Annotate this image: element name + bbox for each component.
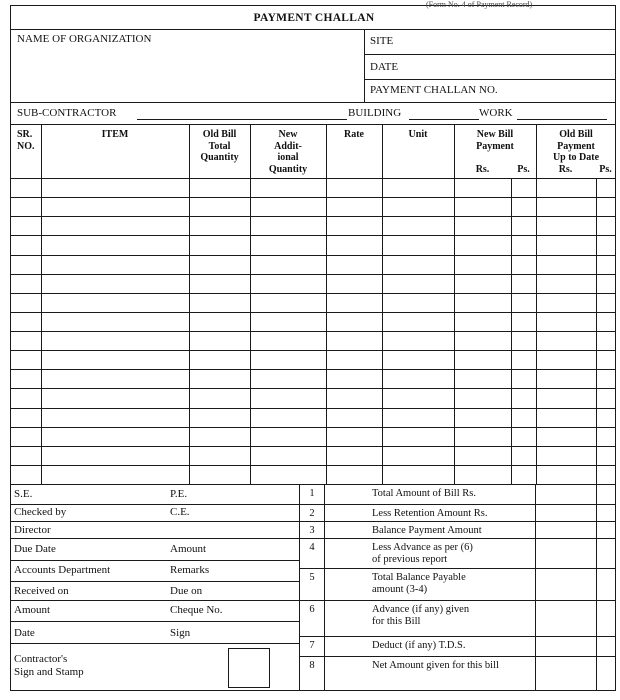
summary-label: Total Amount of Bill Rs.	[372, 488, 476, 499]
col-item: ITEM	[101, 129, 129, 140]
contractor-sign-label: Contractor's Sign and Stamp	[14, 653, 84, 678]
sign-label: Sign	[170, 627, 191, 639]
table-row-line	[11, 216, 615, 217]
table-row-line	[11, 427, 615, 428]
summary-number: 2	[309, 508, 315, 519]
summary-row-line	[299, 600, 615, 601]
summary-number: 7	[309, 640, 315, 651]
amount-label: Amount	[170, 543, 207, 555]
col-old-bill-ps: Ps.	[599, 164, 612, 175]
summary-label: Less Retention Amount Rs.	[372, 508, 488, 519]
cheque-no-label: Cheque No.	[170, 604, 223, 616]
date-label: DATE	[370, 61, 399, 73]
remarks-label: Remarks	[170, 564, 210, 576]
due-date-label: Due Date	[14, 543, 56, 555]
summary-label: Balance Payment Amount	[372, 525, 482, 536]
contractor-stamp-box[interactable]	[228, 648, 270, 688]
table-row-line	[11, 465, 615, 466]
summary-row-line	[299, 568, 615, 569]
table-row-line	[11, 446, 615, 447]
sub-contractor-field[interactable]	[137, 119, 347, 120]
pe-label: P.E.	[170, 488, 188, 500]
accounts-department-label: Accounts Department	[14, 564, 111, 576]
col-new-bill-ps: Ps.	[517, 164, 530, 175]
due-on-label: Due on	[170, 585, 203, 597]
summary-label: Total Balance Payable amount (3-4)	[372, 572, 466, 596]
table-row-line	[11, 408, 615, 409]
summary-number: 6	[309, 604, 315, 615]
table-row-line	[11, 331, 615, 332]
summary-label: Deduct (if any) T.D.S.	[372, 640, 466, 651]
col-old-bill-rs: Rs.	[558, 164, 573, 175]
form-top-note: (Form No. 4 of Payment Record)	[426, 0, 533, 9]
work-field[interactable]	[517, 119, 607, 120]
checked-by-label: Checked by	[14, 506, 67, 518]
table-row-line	[11, 312, 615, 313]
col-unit: Unit	[408, 129, 428, 140]
challan-no-label: PAYMENT CHALLAN NO.	[370, 84, 498, 96]
summary-number: 5	[309, 572, 315, 583]
amount-2-label: Amount	[14, 604, 51, 616]
table-row-line	[11, 293, 615, 294]
form-title: PAYMENT CHALLAN	[253, 12, 375, 24]
col-new-additional-qty: New Addit- ional Quantity	[268, 129, 308, 175]
table-row-line	[11, 369, 615, 370]
table-row-line	[11, 235, 615, 236]
se-label: S.E.	[14, 488, 33, 500]
table-row-line	[11, 274, 615, 275]
work-label: WORK	[479, 107, 513, 119]
summary-label: Advance (if any) given for this Bill	[372, 604, 470, 628]
building-label: BUILDING	[348, 107, 402, 119]
summary-row-line	[299, 538, 615, 539]
summary-number: 8	[309, 660, 315, 671]
col-rate: Rate	[344, 129, 364, 140]
payment-challan-form	[10, 0, 616, 691]
summary-row-line	[299, 656, 615, 657]
ce-label: C.E.	[170, 506, 190, 518]
summary-number: 3	[309, 525, 315, 536]
summary-row-line	[299, 504, 615, 505]
col-new-bill-rs: Rs.	[475, 164, 490, 175]
summary-row-line	[299, 636, 615, 637]
table-row-line	[11, 350, 615, 351]
table-row-line	[11, 388, 615, 389]
summary-number: 1	[309, 488, 315, 499]
sub-contractor-label: SUB-CONTRACTOR	[17, 107, 117, 119]
summary-row-line	[299, 521, 615, 522]
site-label: SITE	[370, 35, 394, 47]
col-sr-no: SR. NO.	[17, 129, 35, 152]
col-new-bill-payment: New Bill Payment	[476, 129, 514, 152]
col-old-bill-payment: Old Bill Payment Up to Date	[552, 129, 600, 163]
building-field[interactable]	[409, 119, 479, 120]
date-sign-label: Date	[14, 627, 35, 639]
organization-label: NAME OF ORGANIZATION	[17, 33, 152, 45]
table-row-line	[11, 255, 615, 256]
table-row-line	[11, 197, 615, 198]
summary-label: Net Amount given for this bill	[372, 660, 499, 671]
director-label: Director	[14, 524, 51, 536]
summary-label: Less Advance as per (6) of previous report	[372, 542, 473, 566]
summary-number: 4	[309, 542, 315, 553]
received-on-label: Received on	[14, 585, 69, 597]
col-old-bill-qty: Old Bill Total Quantity	[200, 129, 239, 163]
